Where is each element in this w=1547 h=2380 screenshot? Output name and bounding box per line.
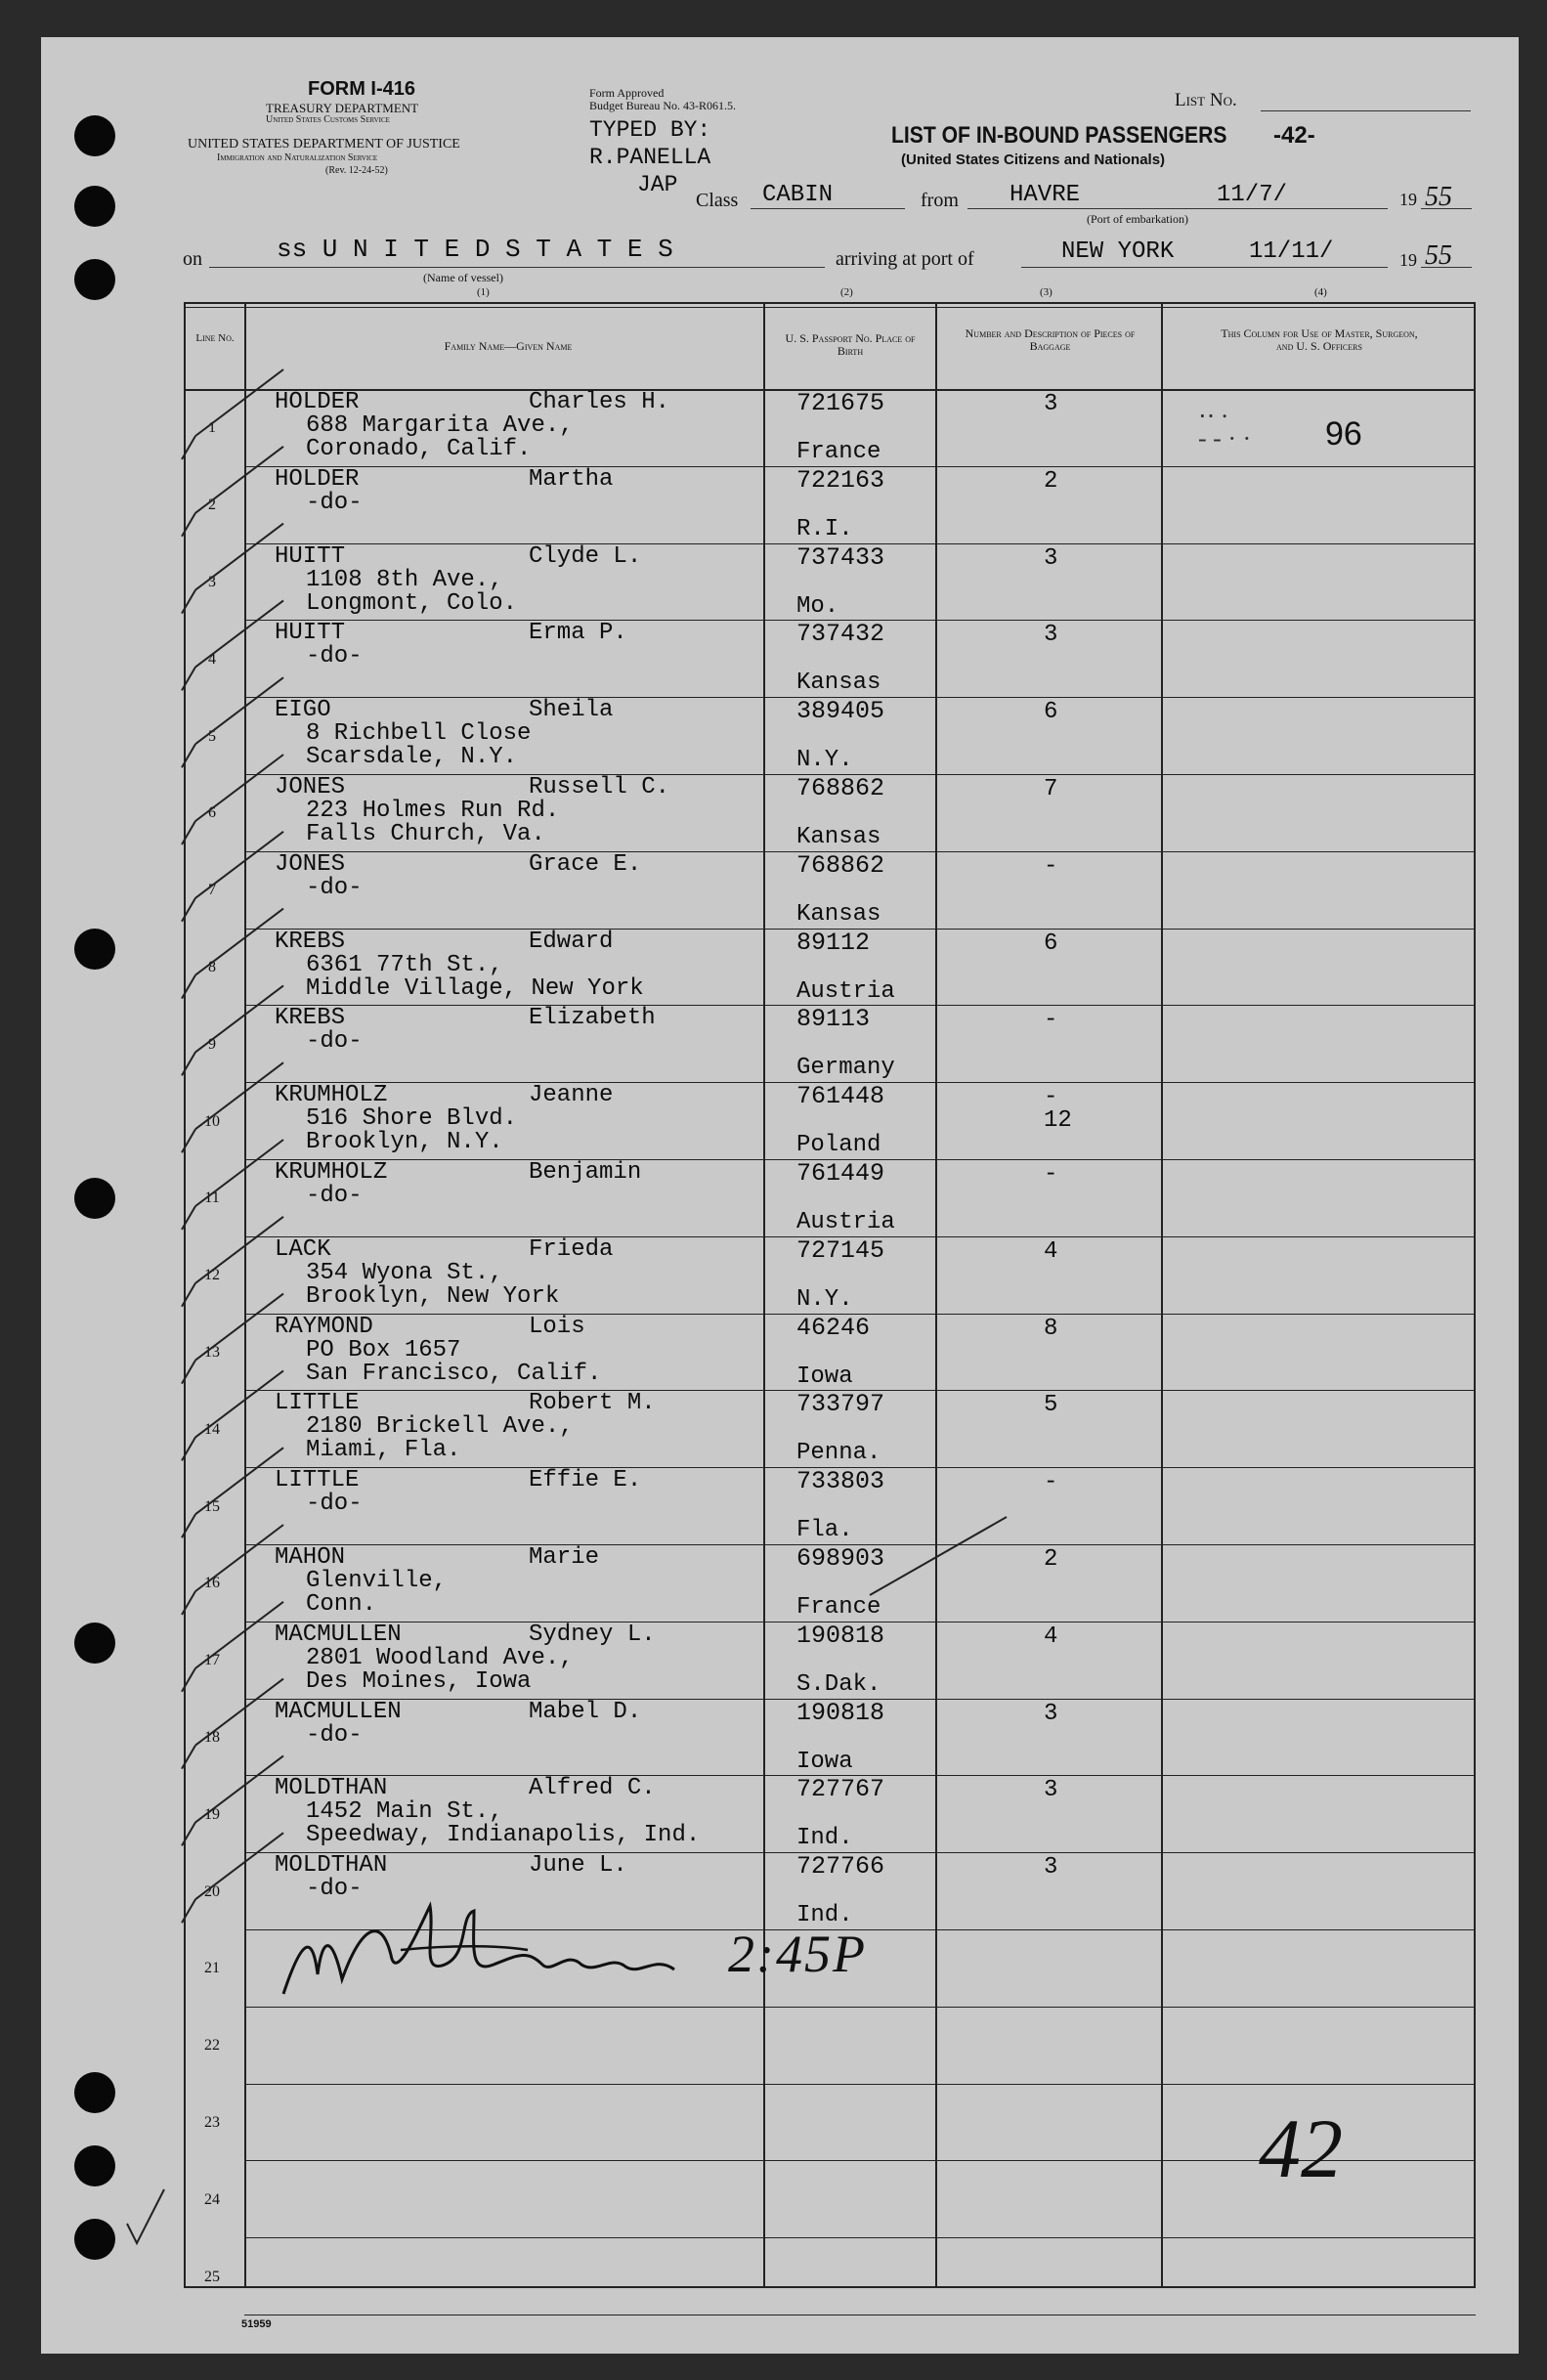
given-name: Effie E. [529, 1467, 642, 1494]
family-name: KRUMHOLZ [275, 1082, 388, 1109]
officer-mark: 96 [1325, 415, 1362, 453]
line-number: 12 [204, 1267, 220, 1284]
table-top-border-2 [184, 307, 1476, 308]
arriving-label: arriving at port of [836, 248, 974, 270]
class-line [751, 208, 905, 209]
punch-hole [74, 2145, 115, 2186]
family-name: MACMULLEN [275, 1698, 402, 1725]
passport-number: 190818 [796, 1698, 885, 1727]
family-name: LITTLE [275, 1467, 360, 1494]
place-of-birth: Fla. [796, 1517, 853, 1544]
header-passport: U. S. Passport No. Place of Birth [785, 331, 916, 358]
address-line-1: -do- [306, 1876, 363, 1903]
arrival-port: NEW YORK [1061, 238, 1175, 265]
baggage-count: 3 [1044, 1777, 1058, 1804]
baggage-count: 6 [1044, 699, 1058, 726]
list-number-line [1261, 110, 1471, 111]
passport-number: 768862 [796, 774, 885, 802]
place-of-birth: S.Dak. [796, 1670, 881, 1698]
address-line-1: 354 Wyona St., [306, 1259, 503, 1286]
passport-number: 737433 [796, 542, 885, 572]
address-line-2: Scarsdale, N.Y. [306, 744, 518, 771]
col-number-2: (2) [840, 286, 853, 298]
baggage-count: 2 [1044, 1546, 1058, 1573]
revision-date: (Rev. 12-24-52) [325, 165, 388, 176]
passport-number: 727767 [796, 1775, 885, 1804]
list-number-value: -42- [1273, 122, 1315, 149]
from-label: from [921, 190, 959, 211]
line-number: 8 [208, 959, 216, 975]
address-line-1: 2801 Woodland Ave., [306, 1644, 574, 1671]
given-name: Jeanne [529, 1082, 614, 1109]
arrival-date: 11/11/ [1249, 238, 1334, 265]
address-line-1: 6361 77th St., [306, 951, 503, 978]
list-subtitle: (United States Citizens and Nationals) [901, 151, 1166, 168]
punch-hole [74, 929, 115, 970]
family-name: RAYMOND [275, 1313, 373, 1340]
justice-dept: UNITED STATES DEPARTMENT OF JUSTICE [188, 137, 460, 151]
address-line-2: Longmont, Colo. [306, 589, 518, 617]
place-of-birth: N.Y. [796, 1285, 853, 1313]
passport-number: 733803 [796, 1467, 885, 1496]
vessel-name: ss U N I T E D S T A T E S [277, 235, 673, 264]
address-line-1: 1452 Main St., [306, 1798, 503, 1826]
address-line-1: 688 Margarita Ave., [306, 412, 574, 439]
arrival-year: 55 [1425, 240, 1452, 271]
arrival-year-prefix: 19 [1399, 250, 1417, 270]
from-line [967, 208, 1388, 209]
place-of-birth: Ind. [796, 1902, 853, 1929]
address-line-1: 516 Shore Blvd. [306, 1105, 518, 1133]
address-line-2: Coronado, Calif. [306, 436, 532, 462]
line-number: 9 [208, 1035, 216, 1053]
given-name: Robert M. [529, 1390, 656, 1417]
passport-number: 722163 [796, 465, 885, 495]
table-row [184, 2007, 1476, 2084]
family-name: JONES [275, 850, 346, 878]
place-of-birth: Kansas [796, 900, 881, 928]
address-line-2: Middle Village, New York [306, 974, 644, 1002]
line-number: 2 [208, 497, 216, 514]
given-name: Russell C. [529, 774, 670, 801]
place-of-birth: Ind. [796, 1825, 853, 1852]
address-line-2: Falls Church, Va. [306, 821, 545, 847]
given-name: Clyde L. [529, 542, 642, 570]
vessel-name-label: (Name of vessel) [423, 271, 503, 284]
given-name: Elizabeth [529, 1005, 656, 1032]
place-of-birth: Mo. [796, 592, 839, 620]
footer-code: 51959 [241, 2318, 272, 2330]
given-name: Sydney L. [529, 1621, 656, 1648]
line-number: 25 [204, 2268, 220, 2285]
baggage-count: 6 [1044, 930, 1058, 957]
header-family-name: Family Name—Given Name [444, 339, 573, 353]
address-line-1: 223 Holmes Run Rd. [306, 798, 560, 824]
place-of-birth: Kansas [796, 670, 881, 697]
class-value: CABIN [762, 182, 834, 208]
line-number: 1 [208, 419, 216, 437]
line-number: 21 [204, 1960, 220, 1977]
baggage-count: 3 [1044, 391, 1058, 417]
address-line-1: 2180 Brickell Ave., [306, 1413, 574, 1441]
baggage-count: - [1044, 852, 1058, 880]
place-of-birth: France [796, 439, 881, 465]
address-line-2: Speedway, Indianapolis, Ind. [306, 1822, 701, 1849]
given-name: Marie [529, 1544, 600, 1571]
line-number: 4 [208, 650, 216, 668]
family-name: LITTLE [275, 1390, 360, 1417]
family-name: EIGO [275, 697, 331, 724]
port-embarkation-label: (Port of embarkation) [1087, 212, 1188, 226]
passport-number: 768862 [796, 850, 885, 880]
typed-by-label: TYPED BY: [589, 117, 711, 143]
given-name: Benjamin [529, 1159, 642, 1186]
given-name: Martha [529, 465, 614, 493]
header-officers: This Column for Use of Master, Surgeon, and U. S. Officers [1221, 326, 1418, 353]
given-name: June L. [529, 1852, 627, 1880]
place-of-birth: Penna. [796, 1440, 881, 1467]
address-line-2: Brooklyn, New York [306, 1282, 560, 1310]
vessel-line [209, 267, 825, 268]
address-line-1: -do- [306, 1028, 363, 1056]
baggage-count: 5 [1044, 1392, 1058, 1419]
given-name: Erma P. [529, 620, 627, 647]
place-of-birth: R.I. [796, 515, 853, 542]
on-label: on [183, 248, 202, 270]
line-number: 13 [204, 1344, 220, 1361]
budget-bureau: Budget Bureau No. 43-R061.5. [589, 99, 736, 112]
from-year-prefix: 19 [1399, 190, 1417, 209]
passport-number: 698903 [796, 1544, 885, 1573]
officer-mark-scribble: ‥ . - - · · [1198, 395, 1252, 453]
col-number-1: (1) [477, 286, 490, 298]
baggage-count: 3 [1044, 622, 1058, 649]
place-of-birth: Austria [796, 977, 895, 1005]
line-number: 11 [204, 1190, 220, 1207]
baggage-count: 8 [1044, 1315, 1058, 1342]
address-line-2: Conn. [306, 1591, 377, 1618]
line-number: 14 [204, 1420, 220, 1438]
family-name: MOLDTHAN [275, 1775, 388, 1802]
given-name: Edward [529, 928, 614, 955]
arrival-line [1021, 267, 1388, 268]
immigration-service: Immigration and Naturalization Service [217, 152, 378, 163]
punch-hole [74, 259, 115, 300]
class-label: Class [696, 190, 739, 211]
header-line-no: Line No. [195, 332, 235, 344]
line-number: 18 [204, 1729, 220, 1746]
line-number: 22 [204, 2037, 220, 2055]
treasury-dept: TREASURY DEPARTMENT [266, 101, 419, 115]
family-name: KREBS [275, 1005, 346, 1032]
place-of-birth: Iowa [796, 1363, 853, 1390]
line-number: 24 [204, 2190, 220, 2208]
place-of-birth: Germany [796, 1055, 895, 1082]
address-line-1: -do- [306, 1183, 363, 1209]
page-mark: 42 [1259, 2101, 1343, 2195]
punch-hole [74, 1178, 115, 1219]
address-line-1: -do- [306, 643, 363, 671]
address-line-1: -do- [306, 489, 363, 516]
line-number: 19 [204, 1805, 220, 1823]
family-name: HUITT [275, 620, 346, 647]
address-line-1: -do- [306, 874, 363, 901]
line-number: 6 [208, 804, 216, 822]
family-name: HUITT [275, 542, 346, 570]
place-of-birth: France [796, 1594, 881, 1621]
form-number: FORM I-416 [308, 78, 416, 100]
baggage-count: - [1044, 1007, 1058, 1034]
address-line-2: Brooklyn, N.Y. [306, 1129, 503, 1156]
baggage-count: 2 [1044, 467, 1058, 495]
address-line-2: Des Moines, Iowa [306, 1667, 532, 1695]
address-line-1: 1108 8th Ave., [306, 566, 503, 593]
signature-time: 2:45P [728, 1925, 867, 1983]
table-row [184, 2237, 1476, 2315]
line-number: 17 [204, 1652, 220, 1669]
passport-number: 727766 [796, 1852, 885, 1882]
place-of-birth: Kansas [796, 824, 881, 850]
passport-number: 389405 [796, 697, 885, 726]
customs-service: United States Customs Service [266, 114, 390, 125]
family-name: KRUMHOLZ [275, 1159, 388, 1186]
given-name: Frieda [529, 1235, 614, 1263]
line-number: 23 [204, 2114, 220, 2131]
address-line-1: -do- [306, 1491, 363, 1518]
address-line-1: 8 Richbell Close [306, 720, 532, 748]
given-name: Charles H. [529, 389, 670, 415]
passport-number: 733797 [796, 1390, 885, 1419]
line-number: 16 [204, 1575, 220, 1592]
from-date: 11/7/ [1217, 182, 1288, 208]
passport-number: 190818 [796, 1621, 885, 1650]
place-of-birth: Austria [796, 1209, 895, 1235]
list-number-label: List No. [1175, 90, 1237, 110]
line-number: 7 [208, 882, 216, 899]
given-name: Sheila [529, 697, 614, 724]
address-line-2: San Francisco, Calif. [306, 1360, 602, 1387]
baggage-count: - [1044, 1469, 1058, 1496]
header-baggage: Number and Description of Pieces of Baggage [965, 326, 1136, 353]
address-line-1: PO Box 1657 [306, 1336, 461, 1363]
table-top-border [184, 302, 1476, 304]
baggage-count: 4 [1044, 1237, 1058, 1265]
baggage-count: 3 [1044, 1854, 1058, 1882]
family-name: MACMULLEN [275, 1621, 402, 1648]
given-name: Alfred C. [529, 1775, 656, 1802]
line-number: 10 [204, 1112, 220, 1130]
punch-hole [74, 1623, 115, 1664]
family-name: JONES [275, 774, 346, 801]
passport-number: 727145 [796, 1235, 885, 1265]
family-name: HOLDER [275, 389, 360, 415]
address-line-1: Glenville, [306, 1568, 448, 1594]
passport-number: 46246 [796, 1313, 871, 1342]
baggage-count: 7 [1044, 776, 1058, 802]
col-number-3: (3) [1040, 286, 1053, 298]
given-name: Grace E. [529, 850, 642, 878]
passport-number: 721675 [796, 389, 885, 417]
family-name: MAHON [275, 1544, 346, 1571]
passport-number: 761448 [796, 1082, 885, 1111]
baggage-count: - [1044, 1161, 1058, 1188]
from-year: 55 [1425, 182, 1452, 212]
family-name: LACK [275, 1235, 331, 1263]
passport-number: 761449 [796, 1159, 885, 1188]
punch-hole [74, 2072, 115, 2113]
place-of-birth: Iowa [796, 1748, 853, 1775]
family-name: MOLDTHAN [275, 1852, 388, 1880]
typist-name: R.PANELLA [589, 145, 711, 170]
col-number-4: (4) [1314, 286, 1327, 298]
place-of-birth: Poland [796, 1132, 881, 1159]
punch-hole [74, 2219, 115, 2260]
baggage-count: 3 [1044, 1700, 1058, 1727]
baggage-count: 3 [1044, 544, 1058, 572]
baggage-count: - 12 [1044, 1084, 1072, 1135]
passport-number: 89112 [796, 928, 871, 957]
line-number: 3 [208, 574, 216, 590]
place-of-birth: N.Y. [796, 747, 853, 774]
list-title: LIST OF IN-BOUND PASSENGERS [891, 122, 1227, 149]
line-number: 20 [204, 1882, 220, 1900]
family-name: KREBS [275, 928, 346, 955]
given-name: Mabel D. [529, 1698, 642, 1725]
passport-number: 737432 [796, 620, 885, 649]
from-port: HAVRE [1010, 182, 1081, 208]
baggage-count: 4 [1044, 1623, 1058, 1650]
punch-hole [74, 115, 115, 156]
given-name: Lois [529, 1313, 585, 1340]
form-approved: Form Approved [589, 86, 665, 100]
passport-number: 89113 [796, 1005, 871, 1034]
address-line-1: -do- [306, 1721, 363, 1749]
typist-initials: JAP [637, 172, 678, 197]
line-number: 5 [208, 727, 216, 745]
line-number: 15 [204, 1497, 220, 1515]
inspector-signature [274, 1896, 801, 2013]
punch-hole [74, 186, 115, 227]
family-name: HOLDER [275, 465, 360, 493]
address-line-2: Miami, Fla. [306, 1437, 461, 1464]
